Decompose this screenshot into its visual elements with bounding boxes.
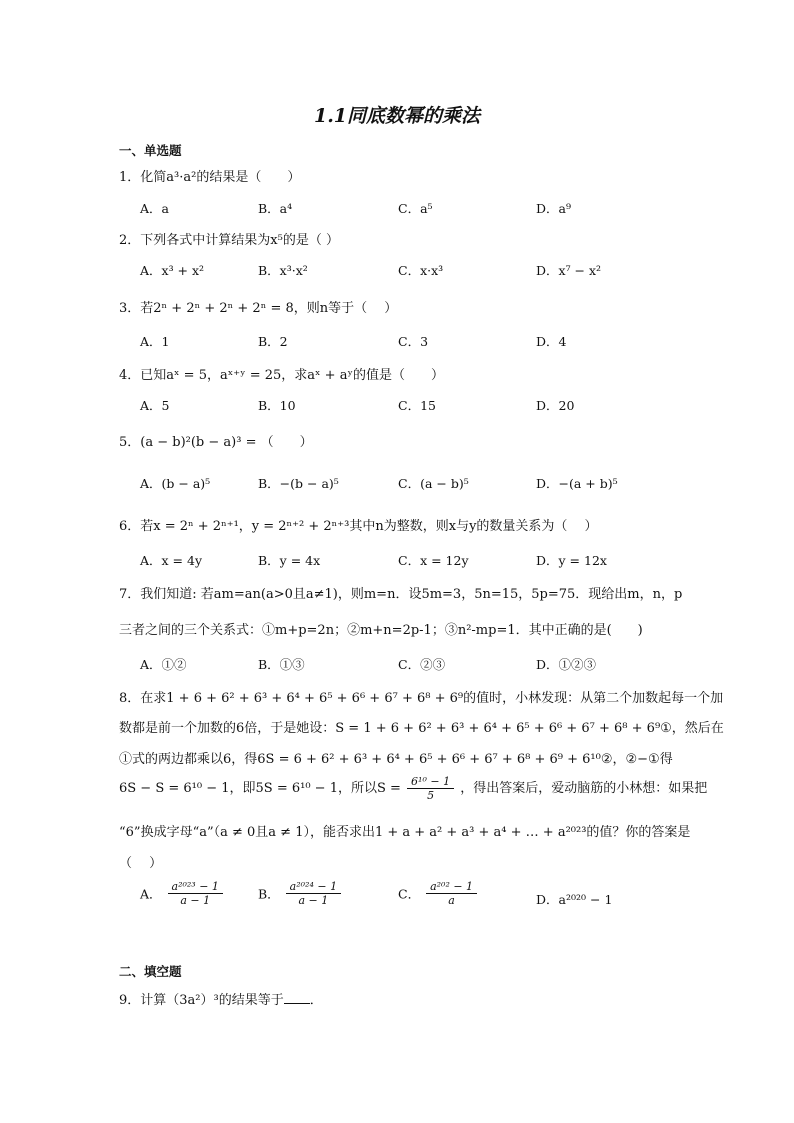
option-c[interactable]: C．15 bbox=[398, 398, 436, 413]
option-b[interactable]: B．10 bbox=[258, 398, 296, 413]
question-4-options bbox=[140, 396, 700, 416]
option-d[interactable]: D．a⁹ bbox=[536, 201, 571, 216]
option-c[interactable]: C．x·x³ bbox=[398, 263, 444, 278]
question-9 bbox=[119, 989, 323, 1008]
option-c[interactable]: C．(a − b)⁵ bbox=[398, 476, 469, 491]
question-5: 5．(a − b)²(b − a)³ = （ ） bbox=[119, 435, 313, 450]
question-8-line-5: “6”换成字母“a”（a ≠ 0且a ≠ 1），能否求出1 + a + a² + a³ + a⁴ + … + a²⁰²³的值？你的答案是 bbox=[119, 825, 691, 840]
fraction-denominator: a − 1 bbox=[180, 894, 211, 907]
option-a[interactable]: A．5 bbox=[140, 398, 170, 413]
q8-fraction bbox=[407, 775, 454, 802]
fraction-numerator: a²⁰²⁴ − 1 bbox=[286, 880, 341, 894]
option-c[interactable]: C．x = 12y bbox=[398, 553, 469, 568]
option-fraction bbox=[286, 880, 341, 907]
question-4: 4．已知aˣ = 5，aˣ⁺ʸ = 25，求aˣ + aʸ的值是（ ） bbox=[119, 368, 444, 383]
question-3: 3．若2ⁿ + 2ⁿ + 2ⁿ + 2ⁿ = 8，则n等于（ ） bbox=[119, 301, 398, 316]
question-8-line-2: 数都是前一个加数的6倍，于是她设：S = 1 + 6 + 6² + 6³ + 6⁴ + 6⁵ + 6⁶ + 6⁷ + 6⁸ + 6⁹①，然后在 bbox=[119, 721, 724, 736]
question-9-tail: ． bbox=[309, 993, 323, 1008]
option-d[interactable]: D．4 bbox=[536, 334, 567, 349]
question-8-line-6: （ ） bbox=[119, 856, 163, 871]
option-fraction bbox=[426, 880, 477, 907]
option-c[interactable]: C．3 bbox=[398, 334, 429, 349]
question-1-options bbox=[140, 199, 700, 219]
q8-text-after-fraction: ，得出答案后，爱动脑筋的小林想：如果把 bbox=[460, 781, 708, 796]
option-b[interactable]: B．2 bbox=[258, 334, 288, 349]
option-d[interactable]: D．①②③ bbox=[536, 657, 597, 672]
question-9-text: 9．计算（3a²）³的结果等于 bbox=[119, 993, 284, 1008]
fraction-numerator: 6¹⁰ − 1 bbox=[407, 775, 454, 789]
option-label: A． bbox=[140, 886, 162, 902]
fraction-denominator: a − 1 bbox=[298, 894, 329, 907]
option-label: C． bbox=[398, 886, 421, 902]
option-b[interactable]: B．y = 4x bbox=[258, 553, 321, 568]
question-2: 2．下列各式中计算结果为x⁵的是（ ） bbox=[119, 233, 339, 248]
option-d[interactable]: D．−(a + b)⁵ bbox=[536, 476, 618, 491]
option-d[interactable]: D．a²⁰²⁰ − 1 bbox=[536, 892, 613, 907]
question-8-line-1: 8．在求1 + 6 + 6² + 6³ + 6⁴ + 6⁵ + 6⁶ + 6⁷ + 6⁸ + 6⁹的值时，小林发现：从第二个加数起每一个加 bbox=[119, 691, 724, 706]
option-a[interactable]: A．x³ + x² bbox=[140, 263, 205, 278]
option-a[interactable]: A．1 bbox=[140, 334, 170, 349]
option-d[interactable]: D．20 bbox=[536, 398, 575, 413]
option-a[interactable] bbox=[140, 880, 225, 907]
question-6: 6．若x = 2ⁿ + 2ⁿ⁺¹，y = 2ⁿ⁺² + 2ⁿ⁺³其中n为整数，则x与y的数量关系为（ ） bbox=[119, 519, 598, 534]
question-1: 1．化简a³·a²的结果是（ ） bbox=[119, 170, 301, 185]
option-fraction bbox=[168, 880, 223, 907]
fraction-numerator: a²⁰²³ − 1 bbox=[168, 880, 223, 894]
question-8-line-3: ①式的两边都乘以6，得6S = 6 + 6² + 6³ + 6⁴ + 6⁵ + 6⁶ + 6⁷ + 6⁸ + 6⁹ + 6¹⁰②，②−①得 bbox=[119, 752, 673, 767]
option-c[interactable]: C．②③ bbox=[398, 657, 446, 672]
option-label: B． bbox=[258, 886, 280, 902]
fraction-denominator: a bbox=[448, 894, 455, 907]
question-7-options bbox=[140, 655, 700, 675]
section-heading-fill-in: 二、填空题 bbox=[119, 964, 182, 979]
question-2-options bbox=[140, 261, 700, 281]
option-b[interactable]: B．a⁴ bbox=[258, 201, 293, 216]
section-heading-single-choice: 一、单选题 bbox=[119, 143, 182, 158]
q8-text-before-fraction: 6S − S = 6¹⁰ − 1，即5S = 6¹⁰ − 1，所以S = bbox=[119, 781, 401, 796]
option-c[interactable] bbox=[398, 880, 479, 907]
option-a[interactable]: A．(b − a)⁵ bbox=[140, 476, 211, 491]
question-5-options bbox=[140, 474, 700, 494]
answer-blank[interactable] bbox=[284, 991, 310, 1004]
question-7-line-2: 三者之间的三个关系式：①m+p=2n；②m+n=2p-1；③n²-mp=1．其中正确的是( ) bbox=[119, 623, 643, 638]
question-6-options bbox=[140, 551, 700, 571]
fraction-denominator: 5 bbox=[427, 789, 435, 802]
question-8-line-4 bbox=[119, 775, 707, 802]
fraction-numerator: a²⁰² − 1 bbox=[426, 880, 477, 894]
option-a[interactable]: A．①② bbox=[140, 657, 187, 672]
option-b[interactable]: B．x³·x² bbox=[258, 263, 308, 278]
option-d[interactable]: D．x⁷ − x² bbox=[536, 263, 602, 278]
option-d[interactable]: D．y = 12x bbox=[536, 553, 607, 568]
option-a[interactable]: A．x = 4y bbox=[140, 553, 203, 568]
option-a[interactable]: A．a bbox=[140, 201, 169, 216]
question-8-options bbox=[140, 880, 700, 920]
question-7-line-1: 7．我们知道: 若am=an(a>0且a≠1)，则m=n．设5m=3，5n=15，5p=75．现给出m，n，p bbox=[119, 587, 683, 602]
option-b[interactable]: B．−(b − a)⁵ bbox=[258, 476, 339, 491]
page-title: 1.1同底数幂的乘法 bbox=[313, 105, 481, 127]
option-b[interactable] bbox=[258, 880, 343, 907]
option-c[interactable]: C．a⁵ bbox=[398, 201, 433, 216]
option-b[interactable]: B．①③ bbox=[258, 657, 305, 672]
question-3-options bbox=[140, 332, 700, 352]
